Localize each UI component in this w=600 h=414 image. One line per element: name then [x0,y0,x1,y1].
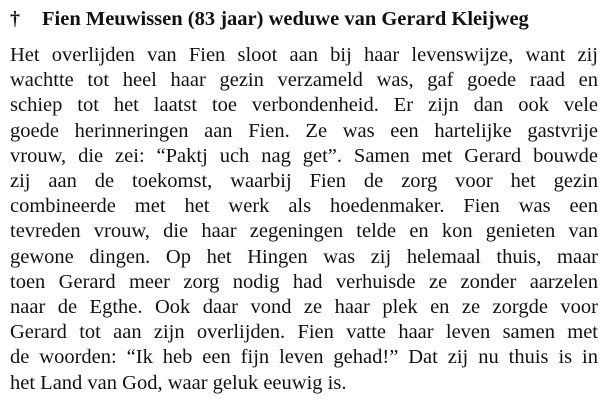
body-line: de woorden: “Ik heb een fijn leven gehad!” Dat zij nu thuis is in [10,346,598,369]
body-line: naar de Egthe. Ook daar vond ze haar plek en ze zorgde voor [10,296,598,319]
body-line: gewone dingen. Op het Hingen was zij helemaal thuis, maar [10,245,598,268]
body-line: tevreden vrouw, die haar zegeningen telde en kon genieten van [10,220,598,243]
body-line: vrouw, die zei: “Paktj uch nag get”. Samen met Gerard bouwde [10,144,598,167]
obituary-title: Fien Meuwissen (83 jaar) weduwe van Gerard Kleijweg [42,7,529,30]
body-line: toen Gerard meer zorg nodig had verhuisde ze zonder aarzelen [10,270,598,293]
body-line: Gerard tot aan zijn overlijden. Fien vatte haar leven samen met [10,321,598,344]
body-line: combineerde met het werk als hoedenmaker. Fien was een [10,195,598,218]
body-line: schiep tot het laatst toe verbondenheid. Er zijn dan ook vele [10,94,598,117]
body-line: wachtte tot heel haar gezin verzameld was, gaf goede raad en [10,69,598,92]
cross-icon: † [10,7,20,30]
obituary-body [10,43,598,396]
body-line: goede herinneringen aan Fien. Ze was een hartelijke gastvrije [10,119,598,142]
body-line: zij aan de toekomst, waarbij Fien de zorg voor het gezin [10,170,598,193]
body-line: Het overlijden van Fien sloot aan bij haar levenswijze, want zij [10,44,598,66]
body-line: het Land van God, waar geluk eeuwig is. [10,371,347,394]
obituary-heading [10,4,529,34]
